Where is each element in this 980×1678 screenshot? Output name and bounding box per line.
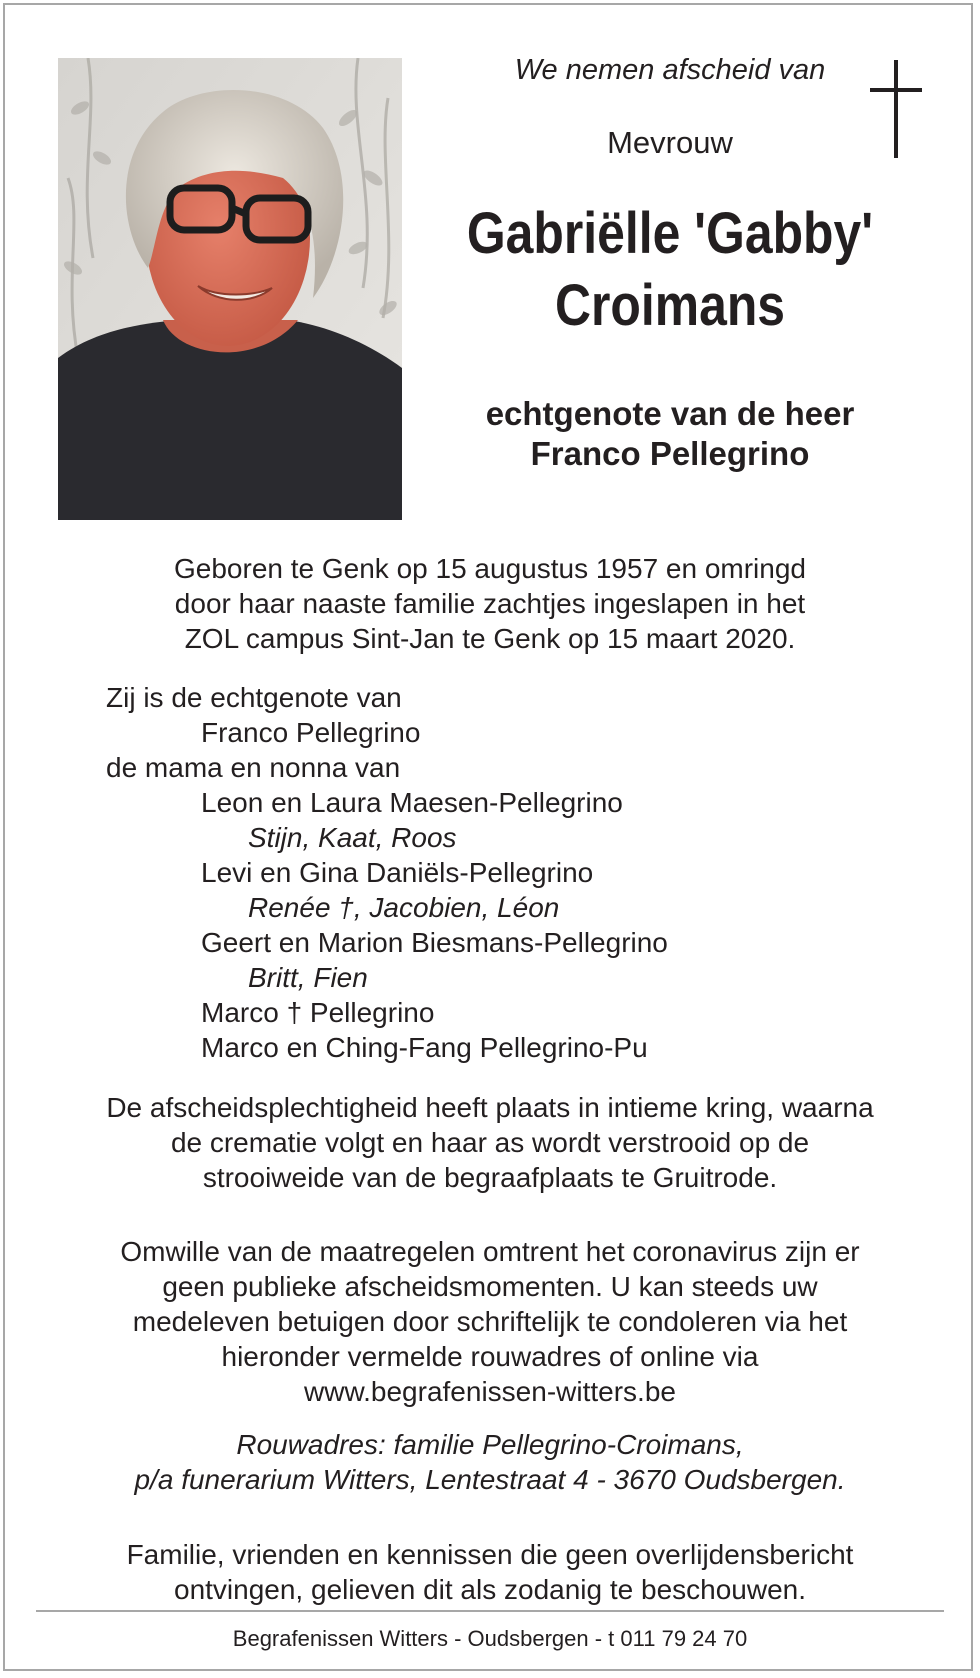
family-line: Zij is de echtgenote van [106,682,402,713]
spouse-line2: Franco Pellegrino [530,435,810,472]
spouse-line1: echtgenote van de heer [485,395,855,432]
deceased-name-line1: Gabriëlle 'Gabby' [466,201,874,266]
text-line: p/a funerarium Witters, Lentestraat 4 - 3670 Oudsbergen. [134,1464,846,1495]
birth-death-paragraph [40,551,940,656]
family-line: de mama en nonna van [106,752,401,783]
family-line: Leon en Laura Maesen-Pellegrino [201,787,623,818]
footer-divider [36,1610,944,1612]
grandchildren-line: Renée †, Jacobien, Léon [248,892,560,923]
intro-line: We nemen afscheid van [514,54,826,86]
text-line: ZOL campus Sint-Jan te Genk op 15 maart 2020. [184,623,796,654]
deceased-name [464,198,877,342]
text-line: medeleven betuigen door schriftelijk te condoleren via het [132,1306,848,1337]
family-line: Marco † Pellegrino [201,997,435,1028]
family-line: Levi en Gina Daniëls-Pellegrino [201,857,594,888]
spouse-heading [430,394,910,474]
family-line: Marco en Ching-Fang Pellegrino-Pu [201,1032,648,1063]
text-line: geen publieke afscheidsmomenten. U kan steeds uw [162,1271,818,1302]
deceased-name-line2: Croimans [554,273,786,338]
notice-paragraph [40,1537,940,1607]
text-line: de crematie volgt en haar as wordt verstrooid op de [170,1127,810,1158]
corona-paragraph [40,1234,940,1409]
text-line: Omwille van de maatregelen omtrent het coronavirus zijn er [120,1236,860,1267]
family-list [106,680,668,1065]
mourning-address [40,1427,940,1497]
grandchildren-line: Britt, Fien [248,962,368,993]
text-line: hieronder vermelde rouwadres of online via [221,1341,759,1372]
cross-icon [866,60,926,160]
family-line: Geert en Marion Biesmans-Pellegrino [201,927,668,958]
text-line: Familie, vrienden en kennissen die geen overlijdensbericht [126,1539,854,1570]
honorific: Mevrouw [607,125,733,160]
text-line: strooiweide van de begraafplaats te Gruitrode. [202,1162,778,1193]
text-line: De afscheidsplechtigheid heeft plaats in intieme kring, waarna [106,1092,874,1123]
portrait-photo [58,58,402,520]
text-line: Rouwadres: familie Pellegrino-Croimans, [236,1429,744,1460]
text-line: Geboren te Genk op 15 augustus 1957 en omringd [174,553,806,584]
text-line: ontvingen, gelieven dit als zodanig te beschouwen. [174,1574,806,1605]
website-link[interactable]: www.begrafenissen-witters.be [304,1376,676,1407]
footer-contact: Begrafenissen Witters - Oudsbergen - t 011 79 24 70 [232,1626,748,1651]
text-line: door haar naaste familie zachtjes ingeslapen in het [174,588,806,619]
ceremony-paragraph [40,1090,940,1195]
grandchildren-line: Stijn, Kaat, Roos [248,822,457,853]
family-line: Franco Pellegrino [201,717,421,748]
